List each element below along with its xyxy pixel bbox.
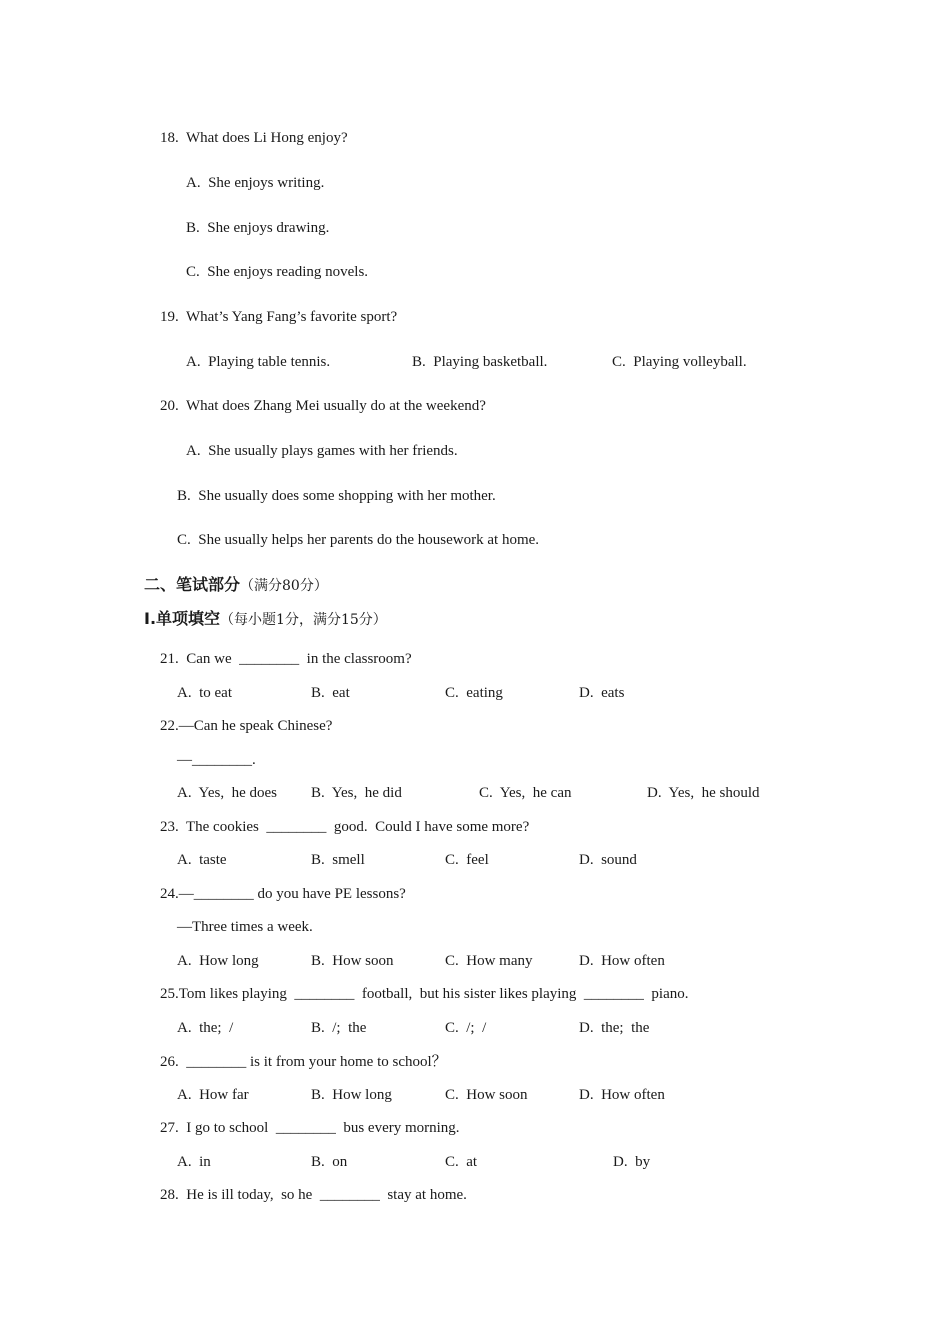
question-28: 28. He is ill today, so he ________ stay at home. bbox=[160, 1187, 467, 1203]
q20-option-a: A. She usually plays games with her friends. bbox=[186, 443, 458, 459]
q19-option-c: C. Playing volleyball. bbox=[612, 354, 747, 370]
q25-option-b: B. /; the bbox=[311, 1020, 367, 1036]
q24-answer-line: —Three times a week. bbox=[177, 919, 313, 935]
q22-option-a: A. Yes, he does bbox=[177, 785, 278, 801]
q18-option-b: B. She enjoys drawing. bbox=[186, 220, 330, 236]
q23-option-b: B. smell bbox=[311, 852, 365, 868]
q26-option-b: B. How long bbox=[311, 1087, 392, 1103]
question-20: 20. What does Zhang Mei usually do at the weekend? bbox=[160, 398, 486, 414]
q21-option-d: D. eats bbox=[579, 685, 625, 701]
q22-answer-line: —________. bbox=[177, 752, 256, 768]
q21-option-c: C. eating bbox=[445, 685, 503, 701]
q25-option-d: D. the; the bbox=[579, 1020, 650, 1036]
q24-option-b: B. How soon bbox=[311, 953, 394, 969]
question-26: 26. ________ is it from your home to school？ bbox=[160, 1054, 447, 1070]
q21-option-a: A. to eat bbox=[177, 685, 232, 701]
question-25: 25.Tom likes playing ________ football, but his sister likes playing ________ piano. bbox=[160, 986, 689, 1002]
q27-option-b: B. on bbox=[311, 1154, 348, 1170]
question-22: 22.—Can he speak Chinese? bbox=[160, 718, 333, 734]
question-21: 21. Can we ________ in the classroom? bbox=[160, 651, 412, 667]
q26-option-c: C. How soon bbox=[445, 1087, 528, 1103]
q20-option-c: C. She usually helps her parents do the housework at home. bbox=[177, 532, 540, 548]
q19-option-a: A. Playing table tennis. bbox=[186, 354, 331, 370]
q23-option-a: A. taste bbox=[177, 852, 227, 868]
question-18: 18. What does Li Hong enjoy? bbox=[160, 130, 348, 146]
q18-option-c: C. She enjoys reading novels. bbox=[186, 264, 369, 280]
q27-option-c: C. at bbox=[445, 1154, 478, 1170]
part-two-score-note: （满分80分） bbox=[240, 578, 328, 594]
q26-option-a: A. How far bbox=[177, 1087, 249, 1103]
q26-option-d: D. How often bbox=[579, 1087, 665, 1103]
q23-option-d: D. sound bbox=[579, 852, 637, 868]
question-23: 23. The cookies ________ good. Could I have some more? bbox=[160, 819, 530, 835]
q19-option-b: B. Playing basketball. bbox=[412, 354, 548, 370]
q18-option-a: A. She enjoys writing. bbox=[186, 175, 325, 191]
q24-option-d: D. How often bbox=[579, 953, 665, 969]
q25-option-a: A. the; / bbox=[177, 1020, 234, 1036]
q27-option-a: A. in bbox=[177, 1154, 211, 1170]
q22-option-b: B. Yes, he did bbox=[311, 785, 402, 801]
q23-option-c: C. feel bbox=[445, 852, 489, 868]
q20-option-b: B. She usually does some shopping with her mother. bbox=[177, 488, 496, 504]
question-19: 19. What’s Yang Fang’s favorite sport? bbox=[160, 309, 398, 325]
question-24: 24.—________ do you have PE lessons? bbox=[160, 886, 406, 902]
q22-option-c: C. Yes, he can bbox=[479, 785, 572, 801]
q25-option-c: C. /; / bbox=[445, 1020, 487, 1036]
section-score-note: （每小题1分，满分15分） bbox=[220, 612, 387, 628]
question-27: 27. I go to school ________ bus every morning. bbox=[160, 1120, 460, 1136]
q24-option-c: C. How many bbox=[445, 953, 533, 969]
part-two-heading bbox=[144, 575, 328, 596]
part-two-title: 二、笔试部分 bbox=[144, 575, 241, 594]
q21-option-b: B. eat bbox=[311, 685, 350, 701]
section-heading bbox=[144, 609, 387, 630]
q22-option-d: D. Yes, he should bbox=[647, 785, 760, 801]
section-title: I.单项填空 bbox=[144, 609, 221, 628]
q27-option-d: D. by bbox=[613, 1154, 651, 1170]
q24-option-a: A. How long bbox=[177, 953, 259, 969]
